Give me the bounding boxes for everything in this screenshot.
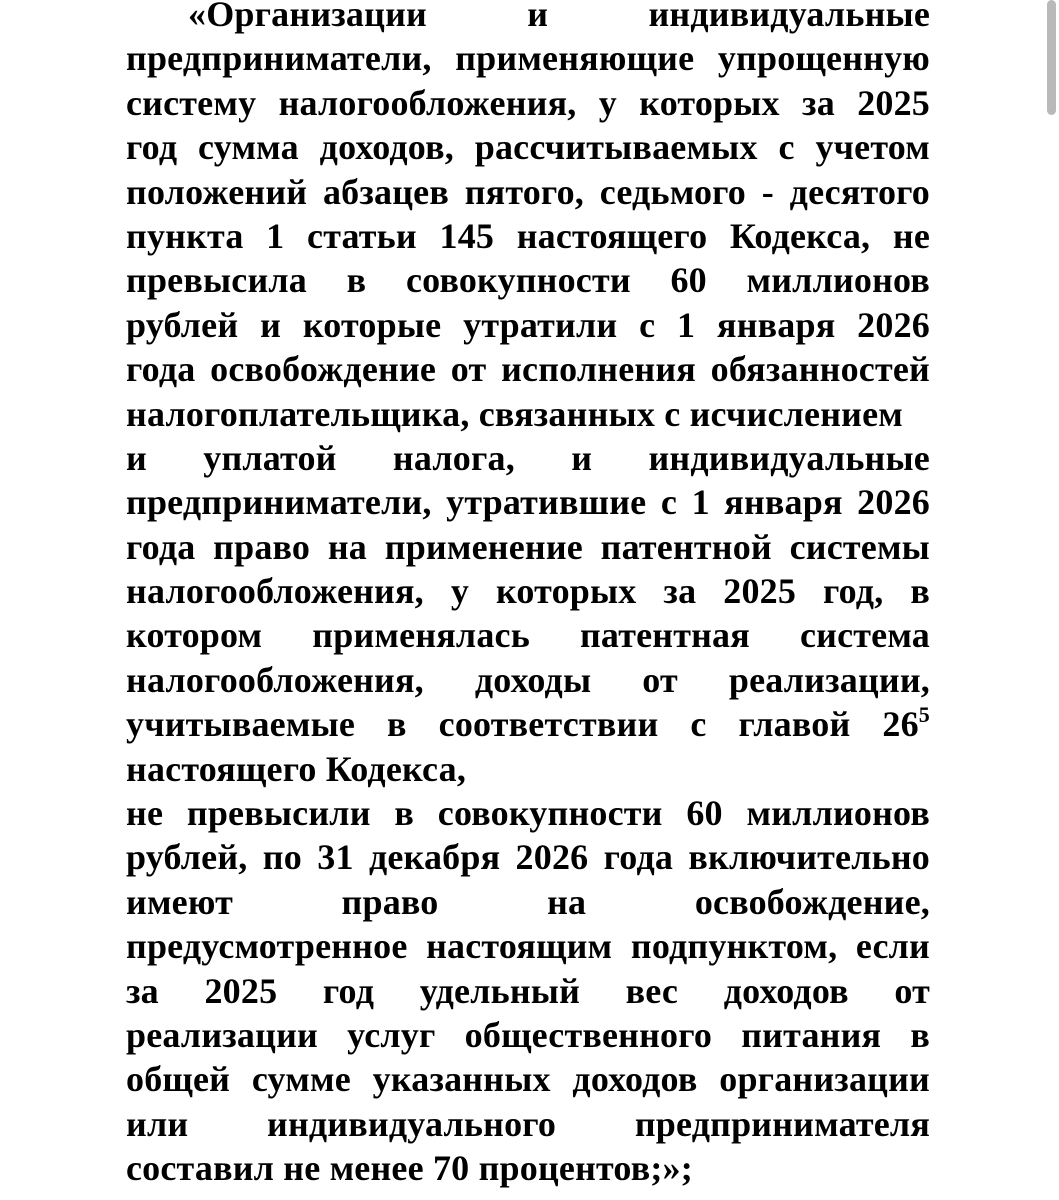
text-line-content: имеют право на освобождение, <box>126 881 930 922</box>
text-line-content: и уплатой налога, и индивидуальные <box>126 437 930 478</box>
text-line <box>126 835 930 879</box>
text-line-content: налогообложения, доходы от реализации, <box>126 659 930 700</box>
text-line-content: положений абзацев пятого, седьмого - десятого <box>126 171 930 212</box>
text-line-content: рублей, по 31 декабря 2026 года включительно <box>126 837 930 878</box>
text-line-content: года освобождение от исполнения обязанностей <box>126 349 930 390</box>
text-line-content: или индивидуального предпринимателя <box>126 1103 930 1144</box>
text-line-content: «Организации и индивидуальные <box>188 0 930 34</box>
text-line-content: систему налогообложения, у которых за 2025 <box>126 82 930 123</box>
text-line <box>126 125 930 169</box>
text-line <box>126 969 930 1013</box>
text-line-content: рублей и которые утратили с 1 января 2026 <box>126 304 930 345</box>
text-line-content: составил не менее 70 процентов;»; <box>126 1148 693 1189</box>
text-line <box>126 392 930 436</box>
text-line <box>126 170 930 214</box>
text-line <box>126 81 930 125</box>
text-line <box>126 436 930 480</box>
text-line <box>126 1102 930 1146</box>
superscript: 5 <box>918 702 930 728</box>
text-line <box>126 347 930 391</box>
text-line <box>126 0 930 36</box>
text-line-content: учитываемые в соответствии с главой 26 <box>126 704 919 745</box>
text-line <box>126 525 930 569</box>
text-line <box>126 924 930 968</box>
document-text <box>126 0 930 1191</box>
text-line <box>126 258 930 302</box>
text-line <box>126 747 930 791</box>
text-line-content: превысила в совокупности 60 миллионов <box>126 260 930 301</box>
text-line-content: предусмотренное настоящим подпунктом, если <box>126 926 930 967</box>
text-line-content: за 2025 год удельный вес доходов от <box>126 970 930 1011</box>
text-line-content: пункта 1 статьи 145 настоящего Кодекса, не <box>126 215 930 256</box>
text-line <box>126 791 930 835</box>
text-line <box>126 36 930 80</box>
text-line-content: налогоплательщика, связанных с исчислением <box>126 393 903 434</box>
text-line-content: год сумма доходов, рассчитываемых с учетом <box>126 127 930 168</box>
text-line-content: года право на применение патентной системы <box>126 526 930 567</box>
text-line-content: предприниматели, утратившие с 1 января 2026 <box>126 482 930 523</box>
text-line-content: котором применялась патентная система <box>126 615 930 656</box>
text-line <box>126 214 930 258</box>
text-line <box>126 1013 930 1057</box>
text-line-content: настоящего Кодекса, <box>126 748 467 789</box>
text-line <box>126 1057 930 1101</box>
text-line-content: предприниматели, применяющие упрощенную <box>126 38 930 79</box>
text-line-content: реализации услуг общественного питания в <box>126 1014 930 1055</box>
text-line <box>126 303 930 347</box>
text-line <box>126 569 930 613</box>
text-line <box>126 1146 930 1190</box>
text-line <box>126 702 930 746</box>
text-line-content: общей сумме указанных доходов организации <box>126 1059 930 1100</box>
text-line-content: не превысили в совокупности 60 миллионов <box>126 793 930 834</box>
text-line <box>126 480 930 524</box>
scrollbar-thumb[interactable] <box>1047 0 1056 115</box>
text-line <box>126 880 930 924</box>
text-line <box>126 613 930 657</box>
text-line-content: налогообложения, у которых за 2025 год, в <box>126 571 930 612</box>
text-line <box>126 658 930 702</box>
